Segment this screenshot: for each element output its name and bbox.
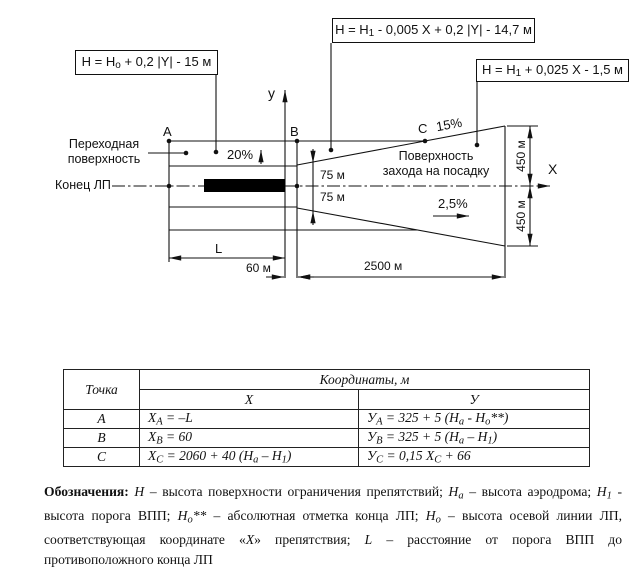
cell-x-formula: XB = 60	[140, 429, 359, 448]
cell-point: C	[64, 448, 140, 467]
dot-point-c	[423, 139, 428, 144]
dim-2500-label: 2500 м	[364, 259, 403, 273]
dot-point-a	[167, 139, 172, 144]
table-header-row-1	[64, 370, 590, 390]
point-a-label: A	[163, 124, 172, 139]
header-y: У	[359, 390, 590, 410]
dim-450-lower-label: 450 м	[514, 200, 528, 232]
approach-surface-label: Поверхность захода на посадку	[382, 149, 490, 178]
dot-point-b	[295, 139, 300, 144]
table-row-a	[64, 410, 590, 429]
cell-x-formula: XA = –L	[140, 410, 359, 429]
slope-25-label: 2,5%	[438, 196, 468, 211]
cell-point: A	[64, 410, 140, 429]
cell-y-formula: УС = 0,15 XC + 66	[359, 448, 590, 467]
cell-y-formula: УВ = 325 + 5 (Hа – H1)	[359, 429, 590, 448]
transitional-surface-label: Переходная поверхность	[67, 137, 141, 166]
dim-75-upper-label: 75 м	[320, 168, 345, 182]
point-b-label: B	[290, 124, 299, 139]
dot-leader-transitional	[184, 151, 189, 156]
formula-box-approach-outer	[332, 18, 535, 43]
runway-bar	[204, 179, 285, 192]
slope-20-label: 20%	[227, 147, 254, 162]
dot-leader-formula2	[329, 148, 334, 153]
table-header-row-2	[64, 390, 590, 410]
formula-box-transitional	[75, 50, 218, 75]
cell-y-formula: УА = 325 + 5 (Hа - Hо**)	[359, 410, 590, 429]
x-axis-label: X	[548, 161, 558, 177]
dot-leader-formula3	[475, 143, 480, 148]
dot-axis-b	[295, 184, 300, 189]
dim-450-upper-label: 450 м	[514, 140, 528, 172]
approach-lower-edge	[297, 208, 505, 246]
formula-box-approach-inner	[476, 59, 629, 82]
dim-L-label: L	[215, 241, 223, 256]
point-c-label: C	[418, 121, 428, 136]
dot-leader-formula1	[214, 150, 219, 155]
formula-text: H = H1 + 0,025 X - 1,5 м	[482, 62, 623, 79]
cell-point: B	[64, 429, 140, 448]
table-row-b	[64, 429, 590, 448]
formula-text: H = H1 - 0,005 X + 0,2 |Y| - 14,7 м	[335, 22, 532, 39]
end-lp-label: Конец ЛП	[55, 178, 111, 192]
y-axis-label: у	[268, 85, 275, 101]
coordinates-table	[63, 369, 590, 467]
header-point: Точка	[64, 370, 140, 410]
legend-heading: Обозначения:	[44, 484, 135, 499]
dim-60-label: 60 м	[246, 261, 271, 275]
table-row-c	[64, 448, 590, 467]
slope-15-label: 15%	[434, 114, 464, 135]
dim-75-lower-label: 75 м	[320, 190, 345, 204]
header-coordinates: Координаты, м	[140, 370, 590, 390]
header-x: X	[140, 390, 359, 410]
formula-text: H = Hо + 0,2 |Y| - 15 м	[81, 54, 212, 71]
cell-x-formula: XC = 2060 + 40 (Hа – H1)	[140, 448, 359, 467]
legend-paragraph: Обозначения: H – высота поверхности ограничения препятствий; Hа – высота аэродрома; H1 - высота порога ВПП; Hо** – абсолютная отметка конца ЛП; Hо – высота осевой линии ЛП, соответствующая координате «X» препятствия; L – расстояние от порога ВПП до противоположного конца ЛП	[44, 484, 623, 567]
dot-end-lp	[167, 184, 172, 189]
